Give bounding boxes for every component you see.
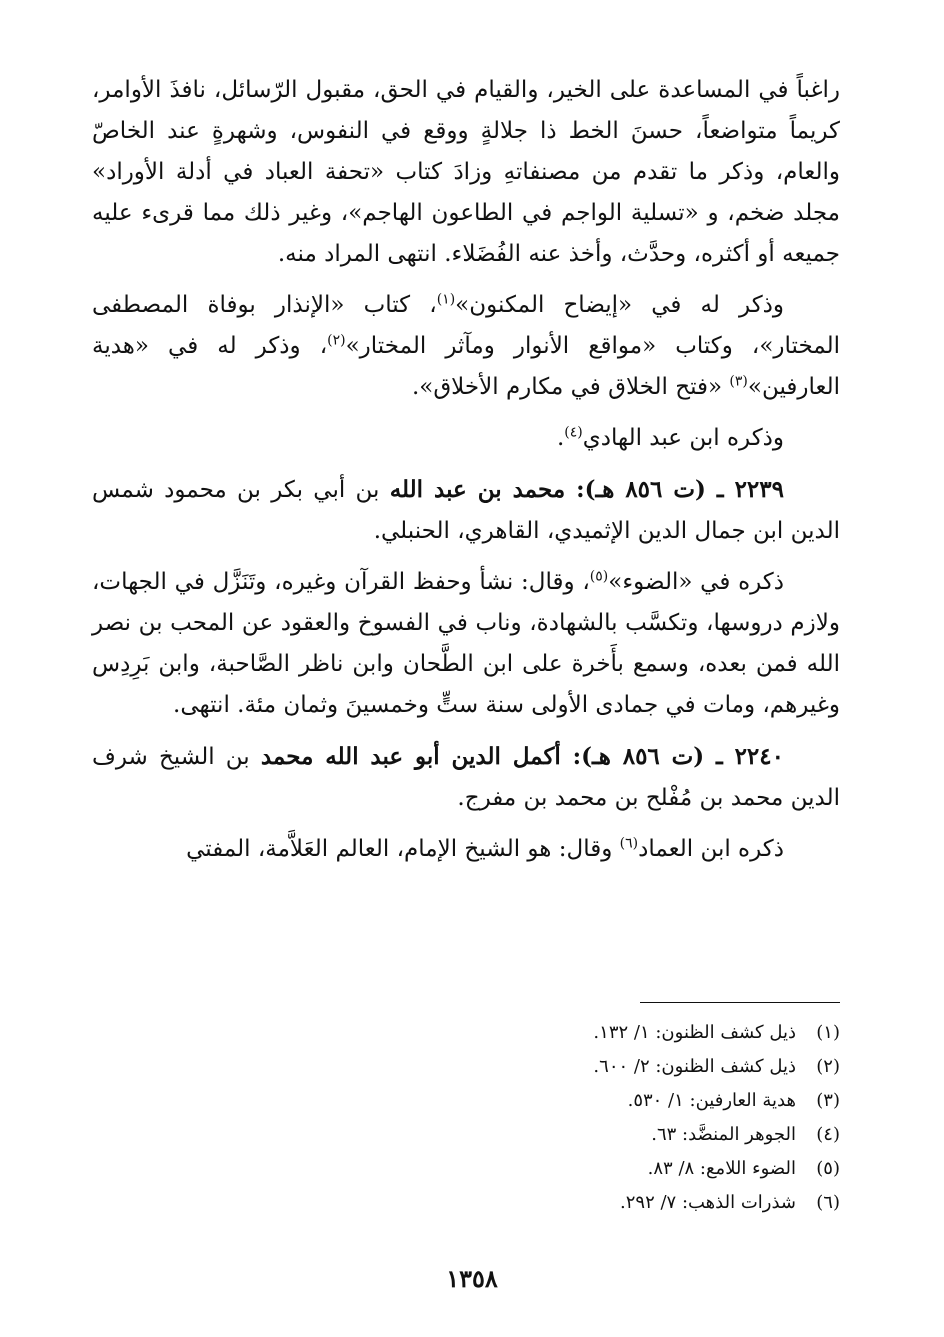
- paragraph-5-text-a: ذكره في «الضوء»: [608, 569, 785, 595]
- paragraph-5-text-b: ، وقال: نشأ وحفظ القرآن وغيره، وتَنَزَّل في الجهات، ولازم دروسها، وتكسَّب بالشهادة، وناب في الفسوخ والعقود عن المحب بن نصر الله فمن بعده، وسمع بأَخرة على ابن الطَّحان وابن ناظر الصَّاحبة، وابن بَرِدِس وغيرهم، ومات في جمادى الأولى سنة ستٍّ وخمسينَ وثمان مئة. انتهى.: [92, 569, 840, 718]
- paragraph-2-text-a: وذكر له في «إيضاح المكنون»: [455, 292, 784, 318]
- paragraph-3: [92, 418, 840, 459]
- footnote-text: الجوهر المنضَّد: ٦٣.: [651, 1124, 796, 1145]
- entry-2240-name: أكمل الدين أبو عبد الله محمد: [260, 743, 561, 770]
- footnote-number: (١): [816, 1022, 840, 1043]
- paragraph-7-text-b: وقال: هو الشيخ الإمام، العالم العَلاَّمة، المفتي: [186, 836, 620, 862]
- paragraph-2: [92, 285, 840, 408]
- footnote-4: [240, 1118, 840, 1152]
- footnote-text: الضوء اللامع: ٨/ ٨٣.: [647, 1158, 796, 1179]
- footnote-5: [240, 1152, 840, 1186]
- entry-2239-text: بن أبي بكر بن محمود شمس الدين ابن جمال الدين الإثميدي، القاهري، الحنبلي.: [92, 477, 840, 544]
- footnote-ref-4[interactable]: (٤): [564, 424, 583, 441]
- page-number: ١٣٥٨: [446, 1264, 498, 1293]
- paragraph-2-text-d: «فتح الخلاق في مكارم الأخلاق».: [411, 374, 730, 400]
- paragraph-7: [92, 829, 840, 870]
- page-body: [92, 70, 840, 880]
- footnote-divider: [640, 1002, 840, 1003]
- paragraph-1-text: راغباً في المساعدة على الخير، والقيام في الحق، مقبول الرّسائل، نافذَ الأوامر، كريماً متواضعاً، حسنَ الخط ذا جلالةٍ ووقع في النفوس، وشهرةٍ عند الخاصّ والعام، وذكر ما تقدم من مصنفاتهِ وزادَ كتاب «تحفة العباد في أدلة الأوراد» مجلد ضخم، و «تسلية الواجم في الطاعون الهاجم»، وغير ذلك مما قرىء عليه جميعه أو أكثره، وحدَّث، وأخذ عنه الفُضَلاء. انتهى المراد منه.: [92, 77, 840, 267]
- entry-2240: [92, 736, 840, 819]
- footnote-ref-2[interactable]: (٢): [327, 332, 346, 349]
- footnote-text: ذيل كشف الظنون: ٢/ ٦٠٠.: [593, 1056, 796, 1077]
- footnote-1: [240, 1016, 840, 1050]
- footnote-3: [240, 1084, 840, 1118]
- entry-2239-number: ٢٢٣٩ ـ (ت ٨٥٦ هـ):: [565, 476, 784, 503]
- footnote-ref-5[interactable]: (٥): [589, 568, 609, 585]
- footnote-text: شذرات الذهب: ٧/ ٢٩٢.: [620, 1192, 796, 1213]
- entry-2240-number: ٢٢٤٠ ـ (ت ٨٥٦ هـ):: [560, 743, 784, 770]
- footnote-number: (٥): [816, 1158, 840, 1179]
- paragraph-2-text-c: ، وذكر له في «هدية العارفين»: [92, 333, 840, 400]
- entry-2239-name: محمد بن عبد الله: [389, 476, 566, 503]
- footnote-number: (٣): [816, 1090, 840, 1111]
- paragraph-3-text-b: .: [556, 425, 565, 451]
- footnote-text: ذيل كشف الظنون: ١/ ١٣٢.: [593, 1022, 796, 1043]
- entry-2239: [92, 469, 840, 552]
- footnote-ref-3[interactable]: (٣): [729, 373, 748, 390]
- footnote-ref-1[interactable]: (١): [436, 291, 456, 308]
- footnote-2: [240, 1050, 840, 1084]
- paragraph-5: [92, 562, 840, 726]
- footnote-number: (٦): [816, 1192, 840, 1213]
- paragraph-1: [92, 70, 840, 275]
- footnote-number: (٢): [816, 1056, 840, 1077]
- footnote-number: (٤): [816, 1124, 840, 1145]
- footnote-6: [240, 1186, 840, 1220]
- footnote-text: هدية العارفين: ١/ ٥٣٠.: [627, 1090, 796, 1111]
- paragraph-7-text-a: ذكره ابن العماد: [638, 836, 784, 862]
- paragraph-3-text-a: وذكره ابن عبد الهادي: [582, 425, 784, 451]
- footnote-ref-6[interactable]: (٦): [619, 835, 639, 852]
- entry-2240-text: بن الشيخ شرف الدين محمد بن مُفْلح بن محمد بن مفرج.: [92, 744, 840, 811]
- paragraph-2-text-b: ، كتاب «الإنذار بوفاة المصطفى المختار»، وكتاب «مواقع الأنوار ومآثر المختار»: [92, 292, 841, 359]
- footnotes: [240, 1016, 840, 1220]
